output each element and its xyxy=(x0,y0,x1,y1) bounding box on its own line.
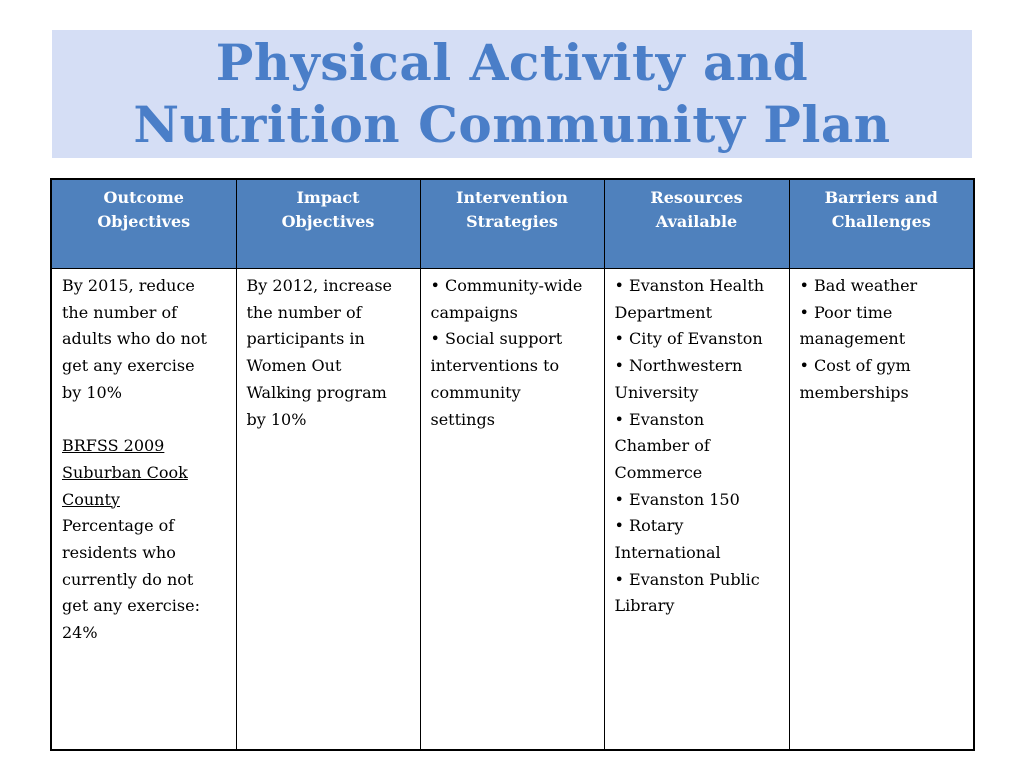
cell-line: settings xyxy=(430,409,495,429)
header-text: Impact xyxy=(296,188,360,207)
cell-line: residents who xyxy=(62,543,176,563)
header-text: Challenges xyxy=(831,212,931,231)
cell-outcome-objectives xyxy=(51,269,236,751)
paragraph-spacer xyxy=(62,407,230,434)
cell-line: • Northwestern xyxy=(614,356,743,376)
table-row xyxy=(51,269,974,751)
cell-line: management xyxy=(799,329,906,349)
cell-line: By 2012, increase xyxy=(246,276,392,295)
cell-line: • Social support xyxy=(430,329,563,349)
cell-line: • Poor time xyxy=(799,302,893,322)
header-text: Strategies xyxy=(466,212,558,231)
cell-line: • City of Evanston xyxy=(614,329,763,349)
header-text: Objectives xyxy=(281,212,375,231)
cell-line: currently do not xyxy=(62,569,194,589)
cell-line: community xyxy=(430,382,521,402)
cell-line: By 2015, reduce xyxy=(62,276,195,295)
cell-line: • Evanston xyxy=(614,409,705,429)
cell-line: Walking program xyxy=(246,382,387,402)
source-citation-line: BRFSS 2009 xyxy=(62,436,165,456)
header-text: Outcome xyxy=(103,188,184,207)
cell-line: University xyxy=(614,382,699,402)
slide-title-line-1: Physical Activity and xyxy=(215,33,809,92)
cell-line: • Evanston Public xyxy=(614,569,760,589)
cell-impact-objectives xyxy=(236,269,420,751)
header-impact-objectives xyxy=(236,179,420,269)
cell-line: memberships xyxy=(799,382,909,402)
cell-line: get any exercise xyxy=(62,356,195,376)
header-row xyxy=(51,179,974,269)
title-band xyxy=(52,30,972,158)
cell-resources-available xyxy=(604,269,789,751)
cell-line: by 10% xyxy=(62,382,122,402)
cell-line: the number of xyxy=(246,302,362,322)
cell-line: • Evanston Health xyxy=(614,276,765,295)
cell-intervention-strategies xyxy=(420,269,604,751)
header-intervention-strategies xyxy=(420,179,604,269)
cell-line: by 10% xyxy=(246,409,307,429)
cell-line: participants in xyxy=(246,329,365,349)
cell-line: adults who do not xyxy=(62,329,207,349)
community-plan-table xyxy=(50,178,975,751)
cell-line: International xyxy=(614,543,721,563)
cell-line: • Evanston 150 xyxy=(614,489,740,509)
header-barriers-challenges xyxy=(789,179,974,269)
header-outcome-objectives xyxy=(51,179,236,269)
cell-line: • Community-wide xyxy=(430,276,583,295)
cell-line: • Bad weather xyxy=(799,276,918,295)
header-resources-available xyxy=(604,179,789,269)
cell-line: Percentage of xyxy=(62,516,175,536)
cell-line: • Cost of gym xyxy=(799,356,911,376)
cell-line: • Rotary xyxy=(614,516,684,536)
slide-title-line-2: Nutrition Community Plan xyxy=(133,95,891,154)
source-citation-line: Suburban Cook xyxy=(62,462,188,482)
header-text: Intervention xyxy=(456,188,568,207)
source-citation-text: County xyxy=(62,489,120,509)
cell-line: Library xyxy=(614,596,675,616)
cell-line: Chamber of xyxy=(614,436,710,456)
cell-line: Department xyxy=(614,302,713,322)
source-citation-line xyxy=(62,487,230,514)
header-text: Resources xyxy=(650,188,743,207)
cell-line: 24% xyxy=(62,623,98,643)
cell-line: the number of xyxy=(62,302,178,322)
cell-line: campaigns xyxy=(430,302,518,322)
cell-line: Women Out xyxy=(246,356,342,376)
cell-line: Commerce xyxy=(614,462,703,482)
cell-barriers-challenges xyxy=(789,269,974,751)
cell-line: get any exercise: xyxy=(62,596,200,616)
header-text: Objectives xyxy=(97,212,191,231)
header-text: Available xyxy=(655,212,738,231)
cell-line: interventions to xyxy=(430,356,560,376)
header-text: Barriers and xyxy=(824,188,938,207)
